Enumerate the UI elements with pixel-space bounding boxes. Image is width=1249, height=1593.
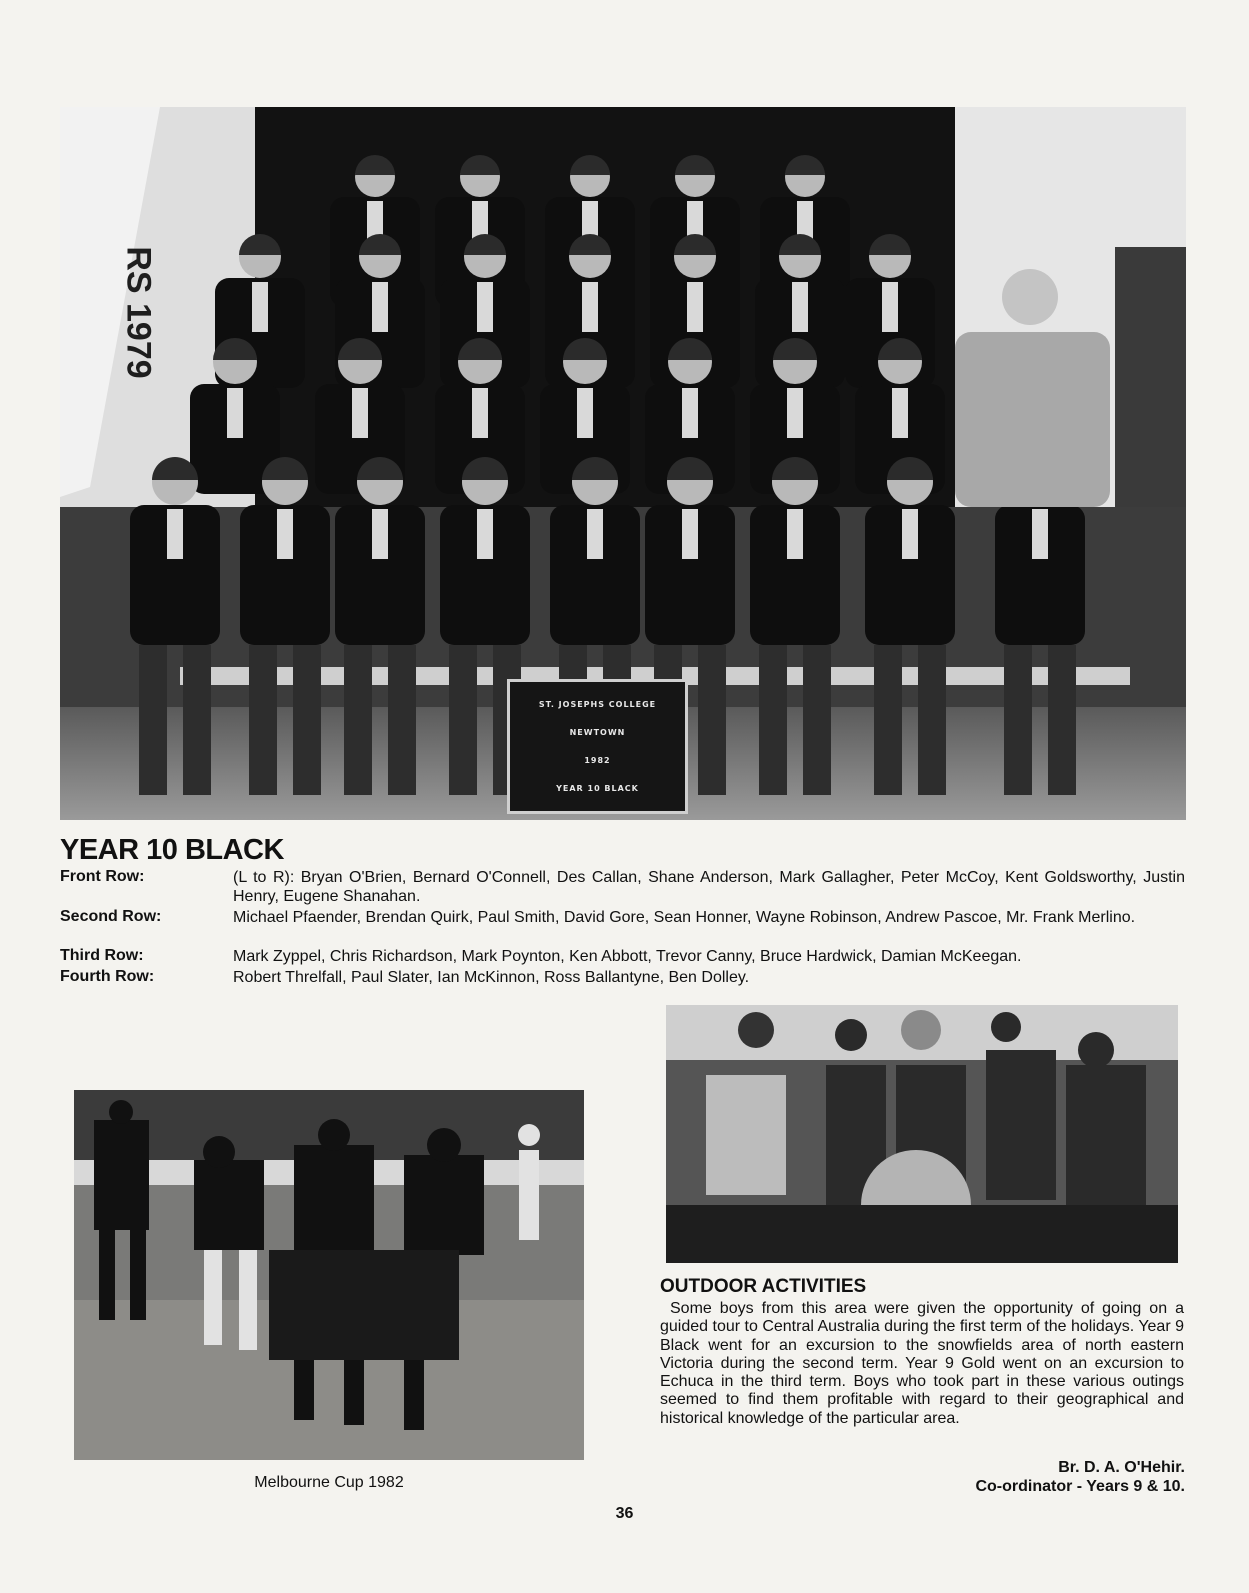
fourth-row-label: Fourth Row: (60, 968, 155, 985)
student-shirt (587, 509, 603, 559)
outdoor-activities-body: Some boys from this area were given the opportunity of going on a guided tour to Central Australia during the first term of the holidays. Year 9 Black went for an excursion to the snowfields area of north eastern Victoria during the second term. Year 9 Gold went on an excursion to Echuca in the third term. Boys who took part in these various outings seemed to find them profitable with regard to their geographical and historical knowledge of the particular area. (660, 1300, 1184, 1427)
plaque-line-3: 1982 (584, 756, 611, 766)
student-shirt (252, 282, 268, 332)
student-leg (249, 645, 277, 795)
cup-photo-caption: Melbourne Cup 1982 (254, 1474, 404, 1491)
front-row-label: Front Row: (60, 868, 145, 885)
pennant-year: RS 1979 (119, 245, 158, 379)
student-shirt (792, 282, 808, 332)
student-leg (698, 645, 726, 795)
student-leg (874, 645, 902, 795)
student-leg (388, 645, 416, 795)
melbourne-cup-photo (74, 1090, 584, 1460)
student-leg (1048, 645, 1076, 795)
student-shirt (472, 388, 488, 438)
student-shirt (892, 388, 908, 438)
student-shirt (902, 509, 918, 559)
page-number: 36 (615, 1505, 634, 1522)
third-row-names: Mark Zyppel, Chris Richardson, Mark Poynton, Ken Abbott, Trevor Canny, Bruce Hardwick, Damian McKeegan. (233, 948, 1022, 965)
student-shirt (682, 509, 698, 559)
outdoor-activities-photo (666, 1005, 1178, 1263)
student-leg (803, 645, 831, 795)
college-plaque (507, 679, 688, 814)
student-shirt (167, 509, 183, 559)
student-shirt (577, 388, 593, 438)
student-shirt (372, 282, 388, 332)
student-shirt (582, 282, 598, 332)
second-row-names: Michael Pfaender, Brendan Quirk, Paul Smith, David Gore, Sean Honner, Wayne Robinson, Andrew Pascoe, Mr. Frank Merlino. (233, 909, 1136, 926)
plaque-line-2: NEWTOWN (569, 727, 626, 737)
student-shirt (787, 509, 803, 559)
student-shirt (477, 509, 493, 559)
student-shirt (372, 509, 388, 559)
student-shirt (687, 282, 703, 332)
teacher-jacket (955, 332, 1110, 507)
student-shirt (787, 388, 803, 438)
student-shirt (477, 282, 493, 332)
third-row-label: Third Row: (60, 947, 144, 964)
student-shirt (882, 282, 898, 332)
class-photo (60, 107, 1186, 820)
student-shirt (352, 388, 368, 438)
student-leg (918, 645, 946, 795)
student-leg (759, 645, 787, 795)
student-leg (139, 645, 167, 795)
fourth-row-names: Robert Threlfall, Paul Slater, Ian McKinnon, Ross Ballantyne, Ben Dolley. (233, 969, 750, 986)
student-shirt (682, 388, 698, 438)
teacher-head (1002, 269, 1058, 325)
signature-name: Br. D. A. O'Hehir. (1058, 1459, 1185, 1476)
student-leg (1004, 645, 1032, 795)
front-row-names: (L to R): Bryan O'Brien, Bernard O'Connell, Des Callan, Shane Anderson, Mark Gallagher, Peter McCoy, Kent Goldsworthy, Justin Henry, Eugene Shanahan. (233, 869, 1185, 905)
student-shirt (227, 388, 243, 438)
student-shirt (277, 509, 293, 559)
plaque-line-4: YEAR 10 BLACK (556, 784, 639, 794)
plaque-line-1: ST. JOSEPHS COLLEGE (538, 699, 657, 709)
pennant-text (120, 222, 156, 402)
student-shirt (1032, 509, 1048, 559)
outdoor-activities-title: OUTDOOR ACTIVITIES (660, 1276, 867, 1297)
student-leg (183, 645, 211, 795)
signature-role: Co-ordinator - Years 9 & 10. (975, 1478, 1185, 1495)
second-row-label: Second Row: (60, 908, 162, 925)
outdoor-photo-illustration (666, 1005, 1178, 1263)
student-leg (293, 645, 321, 795)
student-leg (344, 645, 372, 795)
student-leg (449, 645, 477, 795)
section-title: YEAR 10 BLACK (60, 834, 284, 866)
cup-photo-illustration (74, 1090, 584, 1460)
